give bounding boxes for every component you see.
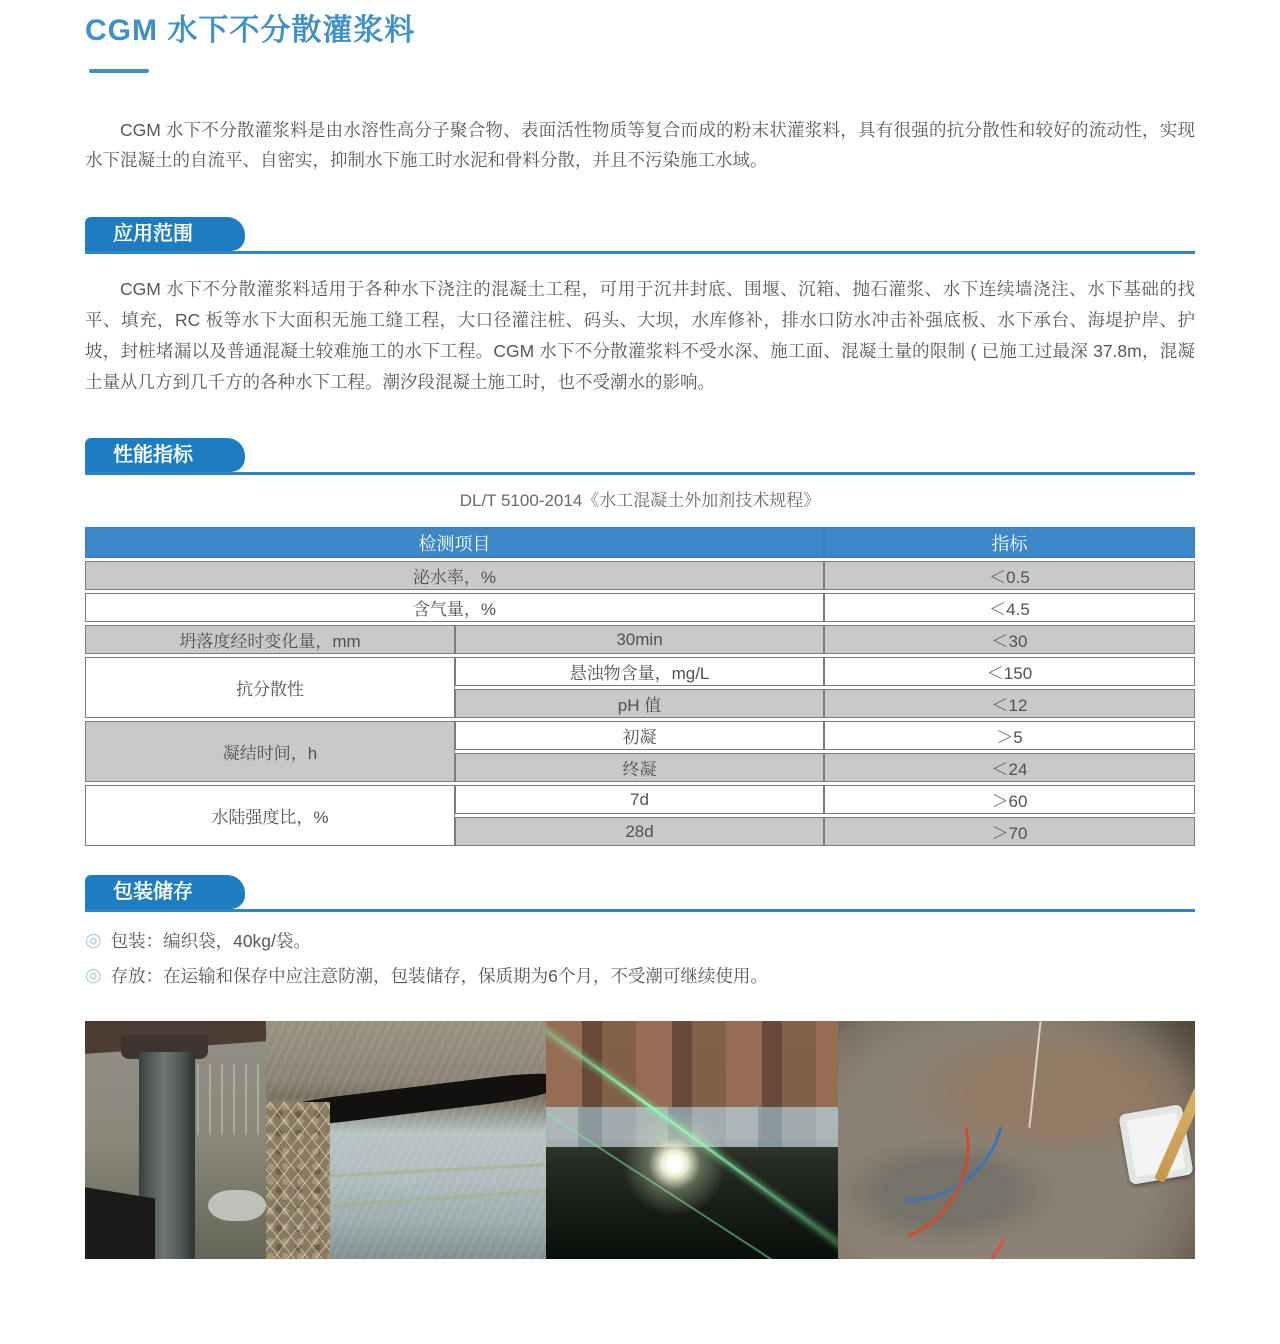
table-header-value: 指标: [824, 527, 1195, 558]
work-light-glow: [546, 1021, 838, 1259]
section-performance-header: [85, 438, 1195, 475]
page-title: CGM 水下不分散灌浆料: [85, 14, 416, 47]
table-cell-value: ＞5: [824, 721, 1195, 750]
performance-table: [85, 524, 1195, 849]
table-cell-item: 抗分散性: [85, 657, 455, 718]
photo-foundation-pit: [838, 1021, 1195, 1259]
application-paragraph: CGM 水下不分散灌浆料适用于各种水下浇注的混凝土工程，可用于沉井封底、围堰、沉箱、抛石灌浆、水下连续墙浇注、水下基础的找平、填充，RC 板等水下大面积无施工缝工程，大口径灌注桩、码头、大坝，水库修补，排水口防水冲击补强底板、水下承台、海堤护岸、护坡，封桩堵漏以及普通混凝土较难施工的水下工程。CGM 水下不分散灌浆料不受水深、施工面、混凝土量的限制 ( 已施工过最深 37.8m，混凝土量从几方到几千方的各种水下工程。潮汐段混凝土施工时，也不受潮水的影响。: [85, 279, 1195, 392]
section-badge-performance: 性能指标: [85, 438, 245, 472]
table-row: [85, 657, 1195, 686]
double-circle-bullet-icon: ◎: [85, 930, 102, 951]
table-cell-item: 凝结时间，h: [85, 721, 455, 782]
table-cell-value: ＜0.5: [824, 561, 1195, 590]
fence-shape: [185, 1064, 266, 1135]
packaging-item-text: 包装：编织袋，40kg/袋。: [110, 931, 311, 951]
section-badge-application: 应用范围: [85, 217, 245, 251]
table-row: [85, 721, 1195, 750]
standard-caption: DL/T 5100-2014《水工混凝土外加剂技术规程》: [459, 491, 821, 510]
table-cell-value: ＞60: [824, 785, 1195, 814]
concrete-collar-shape: [208, 1190, 266, 1221]
table-cell-sub: 30min: [455, 625, 824, 654]
section-packaging-header: [85, 875, 1195, 912]
table-row: [85, 593, 1195, 622]
photo-underwater-laser: [546, 1021, 838, 1259]
table-row: [85, 625, 1195, 654]
table-cell-value: ＜30: [824, 625, 1195, 654]
photo-strip: [85, 1021, 1195, 1259]
double-circle-bullet-icon: ◎: [85, 965, 102, 986]
table-header-row: [85, 527, 1195, 558]
section-application-header: [85, 217, 1195, 254]
photo-pile-closeup: [266, 1021, 546, 1259]
table-cell-sub: 终凝: [455, 753, 824, 782]
table-cell-item: 泌水率，%: [85, 561, 824, 590]
section-badge-packaging: 包装储存: [85, 875, 245, 909]
title-underline: [89, 69, 149, 73]
photo-bridge-pier: [85, 1021, 266, 1259]
table-cell-item: 含气量，%: [85, 593, 824, 622]
document-page: [85, 0, 1195, 1259]
table-cell-sub: 悬浊物含量，mg/L: [455, 657, 824, 686]
table-cell-sub: pH 值: [455, 689, 824, 718]
hanging-wire-shape: [1029, 1021, 1042, 1128]
table-row: [85, 561, 1195, 590]
table-cell-value: ＜150: [824, 657, 1195, 686]
intro-paragraph: CGM 水下不分散灌浆料是由水溶性高分子聚合物、表面活性物质等复合而成的粉末状灌浆料，具有很强的抗分散性和较好的流动性，实现水下混凝土的自流平、自密实，抑制水下施工时水泥和骨料分散，并且不污染施工水域。: [85, 120, 1195, 170]
table-cell-value: ＞70: [824, 817, 1195, 846]
list-item: [85, 928, 1195, 954]
shadow-shape: [85, 1186, 156, 1259]
table-cell-sub: 7d: [455, 785, 824, 814]
table-cell-value: ＜4.5: [824, 593, 1195, 622]
table-cell-sub: 初凝: [455, 721, 824, 750]
table-cell-sub: 28d: [455, 817, 824, 846]
list-item: [85, 963, 1195, 989]
table-cell-item: 坍落度经时变化量，mm: [85, 625, 455, 654]
table-cell-value: ＜24: [824, 753, 1195, 782]
table-header-item: 检测项目: [85, 527, 824, 558]
packaging-list: [85, 928, 1195, 989]
storage-item-text: 存放：在运输和保存中应注意防潮，包装储存，保质期为6个月，不受潮可继续使用。: [110, 966, 768, 986]
table-cell-item: 水陆强度比，%: [85, 785, 455, 846]
table-row: [85, 785, 1195, 814]
table-cell-value: ＜12: [824, 689, 1195, 718]
mesh-net-shape: [266, 1102, 330, 1259]
